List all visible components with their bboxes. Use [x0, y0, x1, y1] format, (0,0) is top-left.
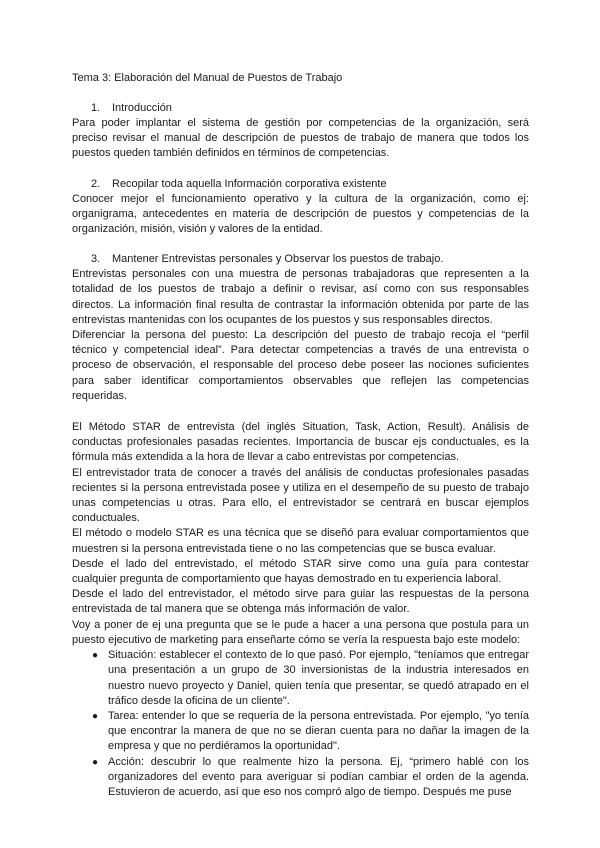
- paragraph: El método o modelo STAR es una técnica que se diseñó para evaluar comportamientos que muestren si la persona entrevistada tiene o no las competencias que se busca evaluar.: [72, 527, 529, 555]
- paragraph: Conocer mejor el funcionamiento operativo y la cultura de la organización, como ej: organigrama, antecedentes en materia de descripción de puestos y competencias de la organización, misión, visión y valores de la entidad.: [72, 192, 529, 236]
- list-item: [72, 755, 529, 801]
- star-bullet-list: [72, 648, 529, 800]
- section-title: Introducción: [112, 102, 172, 114]
- section-heading-recopilar: [72, 177, 529, 192]
- list-item-text: Situación: establecer el contexto de lo que pasó. Por ejemplo, "teníamos que entregar una presentación a un grupo de 30 inversionistas de la industria interesados en nuestro nuevo proyecto y Daniel, quien tenía que presentar, se quedó atrapado en el tráfico desde la oficina de un cliente".: [108, 649, 529, 707]
- list-item-text: Tarea: entender lo que se requería de la persona entrevistada. Por ejemplo, "yo tenía que encontrar la manera de que no se dieran cuenta para no dañar la imagen de la empresa y que no perdiéramos la oportunidad".: [108, 709, 529, 753]
- paragraph: Voy a poner de ej una pregunta que se le pude a hacer a una persona que postula para un puesto ejecutivo de marketing para enseñarte cómo se vería la respuesta bajo este modelo:: [72, 618, 529, 646]
- paragraph: Entrevistas personales con una muestra de personas trabajadoras que representen a la totalidad de los puestos de trabajo a definir o revisar, así como con sus responsables directos. La información final resulta de contrastar la información obtenida por parte de las entrevistas mantenidas con los ocupantes de los puestos y sus responsables directos.: [72, 268, 529, 326]
- section-number: 3.: [91, 253, 101, 266]
- paragraph: El Método STAR de entrevista (del inglés Situation, Task, Action, Result). Análisis de conductas profesionales pasadas recientes. Importancia de buscar ejs conductuales, es la fórmula más extendida a la hora de llevar a cabo entrevistas por competencias.: [72, 421, 529, 464]
- paragraph: Para poder implantar el sistema de gestión por competencias de la organización, será preciso revisar el manual de descripción de puestos de trabajo de manera que todos los puestos queden también definidos en términos de competencias.: [72, 117, 529, 160]
- section-title: Recopilar toda aquella Información corporativa existente: [112, 177, 387, 190]
- bullet-icon: ●: [92, 756, 99, 768]
- paragraph: Diferenciar la persona del puesto: La descripción del puesto de trabajo recoja el “perfil técnico y competencial ideal”. Para detectar competencias a través de una entrevista o proceso de observación, el responsable del proceso debe poseer las nociones suficientes para saber identificar comportamientos observables que reflejen las competencias requeridas.: [72, 329, 529, 402]
- section-number: 1.: [91, 102, 101, 114]
- section-heading-introduccion: [72, 101, 529, 116]
- section-heading-entrevistas: [72, 252, 529, 267]
- paragraph: Desde el lado del entrevistador, el método sirve para guiar las respuestas de la persona entrevistada de tal manera que se obtenga más información de valor.: [72, 588, 529, 616]
- paragraph: El entrevistador trata de conocer a través del análisis de conductas profesionales pasadas recientes si la persona entrevistada posee y utiliza en el desempeño de su puesto de trabajo unas competencias u otras. Para ello, el entrevistador se centrará en buscar ejemplos conductuales.: [72, 466, 529, 525]
- paragraph: Desde el lado del entrevistado, el método STAR sirve como una guía para contestar cualquier pregunta de comportamiento que hayas demostrado en tu experiencia laboral.: [72, 557, 529, 586]
- bullet-icon: ●: [92, 650, 99, 662]
- section-number: 2.: [91, 177, 101, 190]
- list-item-text: Acción: descubrir lo que realmente hizo la persona. Ej, “primero hablé con los organizadores del evento para averiguar si podían cambiar el orden de la agenda. Estuvieron de acuerdo, así que eso nos compró algo de tiempo. Después me puse: [108, 755, 529, 798]
- bullet-icon: ●: [92, 710, 99, 722]
- section-title: Mantener Entrevistas personales y Observar los puestos de trabajo.: [112, 253, 444, 266]
- document-title: Tema 3: Elaboración del Manual de Puestos de Trabajo: [72, 72, 343, 84]
- list-item: [72, 648, 529, 709]
- list-item: [72, 709, 529, 755]
